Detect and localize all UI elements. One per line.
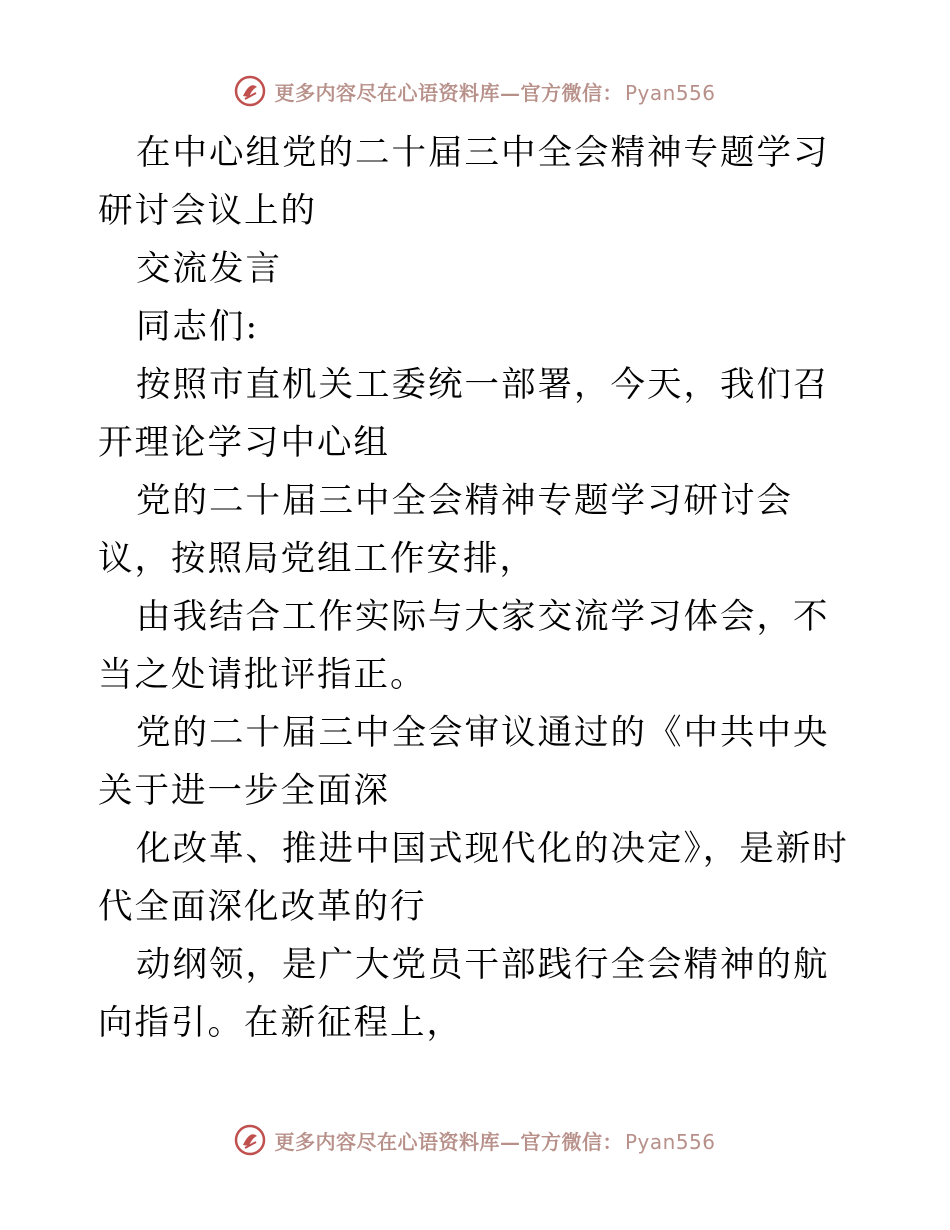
paragraph: 党的二十届三中全会审议通过的《中共中央关于进一步全面深 bbox=[98, 713, 830, 811]
header-watermark-banner bbox=[0, 71, 950, 111]
red-seal-logo-icon bbox=[234, 1124, 266, 1156]
paragraph: 同志们: bbox=[136, 307, 260, 347]
banner-slogan: 更多内容尽在心语资料库—官方微信： bbox=[274, 80, 623, 105]
paragraph: 在中心组党的二十届三中全会精神专题学习研讨会议上的 bbox=[98, 133, 830, 231]
document-body bbox=[98, 124, 852, 1052]
banner-text bbox=[274, 1126, 715, 1155]
banner-text bbox=[274, 77, 715, 106]
paragraph: 由我结合工作实际与大家交流学习体会，不当之处请批评指正。 bbox=[98, 597, 830, 695]
paragraph: 交流发言 bbox=[136, 249, 282, 289]
paragraph: 按照市直机关工委统一部署，今天，我们召开理论学习中心组 bbox=[98, 365, 830, 463]
paragraph: 党的二十届三中全会精神专题学习研讨会议，按照局党组工作安排， bbox=[98, 481, 793, 579]
wechat-id: Pyan556 bbox=[624, 80, 716, 105]
footer-watermark-banner bbox=[0, 1120, 950, 1160]
wechat-id: Pyan556 bbox=[624, 1129, 716, 1154]
paragraph: 化改革、推进中国式现代化的决定》，是新时代全面深化改革的行 bbox=[98, 829, 849, 927]
red-seal-logo-icon bbox=[234, 75, 266, 107]
banner-slogan: 更多内容尽在心语资料库—官方微信： bbox=[274, 1129, 623, 1154]
paragraph: 动纲领，是广大党员干部践行全会精神的航向指引。在新征程上， bbox=[98, 945, 830, 1043]
